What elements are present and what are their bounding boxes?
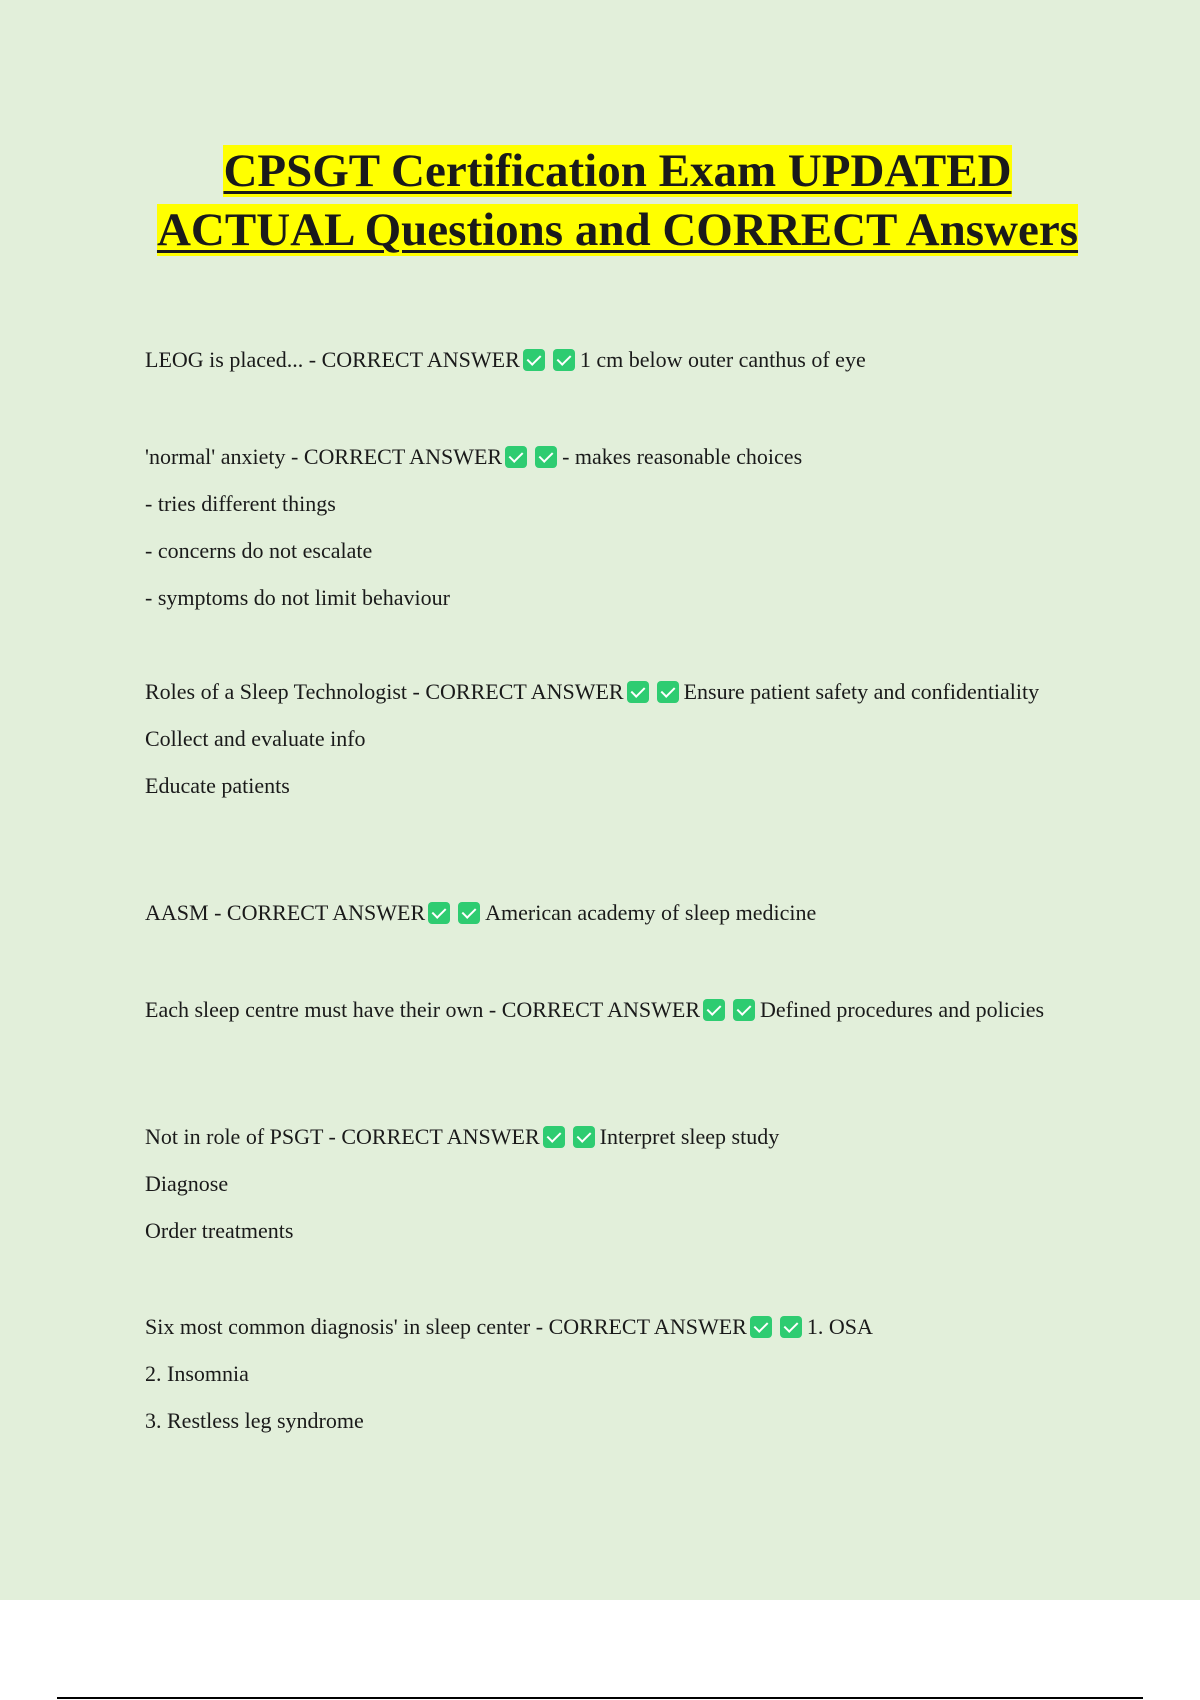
answer-extra-line: - symptoms do not limit behaviour bbox=[145, 585, 450, 610]
qa-line: AASM - CORRECT ANSWER American academy of sleep medicine bbox=[145, 900, 817, 925]
document-title bbox=[145, 142, 1090, 260]
document-title-text: CPSGT Certification Exam UPDATED ACTUAL Questions and CORRECT Answers bbox=[156, 145, 1079, 256]
answer-marker: CORRECT ANSWER bbox=[548, 1314, 747, 1339]
answer-extra-line: Order treatments bbox=[145, 1218, 294, 1243]
answer-marker: CORRECT ANSWER bbox=[341, 1124, 540, 1149]
question-text: AASM bbox=[145, 900, 209, 925]
question-text: LEOG is placed... bbox=[145, 347, 304, 372]
check-icon bbox=[505, 446, 527, 468]
answer-extra-line: Educate patients bbox=[145, 773, 290, 798]
answer-extra-line: Diagnose bbox=[145, 1171, 229, 1196]
answer-extra-line: Collect and evaluate info bbox=[145, 726, 366, 751]
check-icon bbox=[750, 1316, 772, 1338]
answer-marker: CORRECT ANSWER bbox=[501, 997, 700, 1022]
answer-text: American academy of sleep medicine bbox=[485, 900, 817, 925]
check-icon bbox=[428, 902, 450, 924]
check-icon bbox=[535, 446, 557, 468]
footer-divider bbox=[57, 1697, 1143, 1699]
check-icon bbox=[627, 681, 649, 703]
answer-text: Interpret sleep study bbox=[599, 1124, 780, 1149]
question-text: Six most common diagnosis' in sleep center bbox=[145, 1314, 531, 1339]
check-icon bbox=[657, 681, 679, 703]
qa-line: LEOG is placed... - CORRECT ANSWER 1 cm below outer canthus of eye bbox=[145, 347, 866, 372]
check-icon bbox=[703, 999, 725, 1021]
qa-item bbox=[145, 1122, 1090, 1263]
qa-item bbox=[145, 1312, 1090, 1453]
check-icon bbox=[523, 349, 545, 371]
answer-extra-line: - concerns do not escalate bbox=[145, 538, 373, 563]
answer-marker: CORRECT ANSWER bbox=[321, 347, 520, 372]
question-text: 'normal' anxiety bbox=[145, 444, 286, 469]
answer-text: 1. OSA bbox=[806, 1314, 873, 1339]
answer-marker: CORRECT ANSWER bbox=[303, 444, 503, 469]
qa-item bbox=[145, 442, 1090, 630]
answer-extra-line: 3. Restless leg syndrome bbox=[145, 1408, 364, 1433]
qa-line: Six most common diagnosis' in sleep center - CORRECT ANSWER 1. OSA bbox=[145, 1314, 873, 1339]
qa-line: Not in role of PSGT - CORRECT ANSWER Interpret sleep study bbox=[145, 1124, 780, 1149]
qa-item bbox=[145, 995, 1090, 1042]
check-icon bbox=[543, 1126, 565, 1148]
check-icon bbox=[780, 1316, 802, 1338]
answer-marker: CORRECT ANSWER bbox=[425, 679, 624, 704]
qa-item bbox=[145, 898, 1090, 945]
answer-text: - makes reasonable choices bbox=[562, 444, 803, 469]
question-text: Roles of a Sleep Technologist bbox=[145, 679, 408, 704]
check-icon bbox=[458, 902, 480, 924]
answer-extra-line: 2. Insomnia bbox=[145, 1361, 249, 1386]
qa-line: Each sleep centre must have their own - CORRECT ANSWER Defined procedures and policies bbox=[145, 997, 1045, 1022]
qa-item bbox=[145, 677, 1090, 818]
question-text: Each sleep centre must have their own bbox=[145, 997, 484, 1022]
check-icon bbox=[573, 1126, 595, 1148]
answer-text: Defined procedures and policies bbox=[760, 997, 1045, 1022]
check-icon bbox=[733, 999, 755, 1021]
qa-line: Roles of a Sleep Technologist - CORRECT ANSWER Ensure patient safety and confidentiality bbox=[145, 679, 1040, 704]
check-icon bbox=[553, 349, 575, 371]
qa-item bbox=[145, 345, 1090, 392]
question-text: Not in role of PSGT bbox=[145, 1124, 324, 1149]
answer-text: 1 cm below outer canthus of eye bbox=[579, 347, 866, 372]
qa-line: 'normal' anxiety - CORRECT ANSWER - makes reasonable choices bbox=[145, 444, 803, 469]
answer-extra-line: - tries different things bbox=[145, 491, 336, 516]
answer-marker: CORRECT ANSWER bbox=[226, 900, 426, 925]
answer-text: Ensure patient safety and confidentiality bbox=[683, 679, 1040, 704]
